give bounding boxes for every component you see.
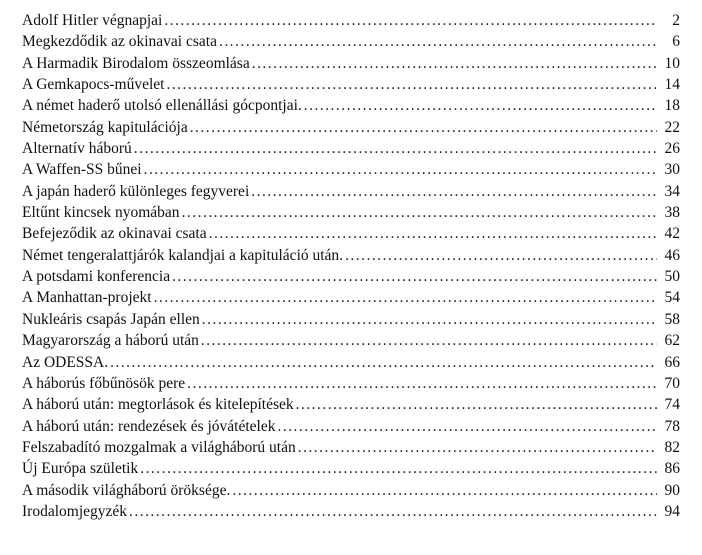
toc-dot-leader	[304, 95, 657, 116]
toc-entry-title: A Gemkapocs-művelet	[22, 76, 165, 94]
toc-entry-page-number: 42	[664, 225, 680, 243]
toc-entry-page-number: 18	[664, 97, 680, 115]
toc-dot-leader	[296, 394, 657, 415]
toc-entry-page-number: 46	[664, 246, 680, 264]
toc-entry-title: A második világháború öröksége.	[22, 481, 231, 499]
toc-entry-page-number: 70	[664, 374, 680, 392]
toc-entry-page-number: 2	[672, 12, 680, 29]
toc-entry-page-number: 78	[664, 417, 680, 435]
toc-dot-leader	[187, 373, 657, 394]
toc-entry-title: Eltűnt kincsek nyomában	[22, 204, 180, 222]
toc-entry-title: Német tengeralattjárók kalandjai a kapituláció után.	[22, 246, 344, 264]
toc-entry-page-number: 94	[664, 502, 680, 520]
toc-entry-title: A Waffen-SS bűnei	[22, 161, 142, 179]
toc-entry	[22, 245, 680, 266]
toc-entry-title: Megkezdődik az okinavai csata	[22, 33, 217, 51]
toc-entry-page-number: 34	[664, 182, 680, 200]
toc-entry	[22, 181, 680, 202]
toc-entry	[22, 501, 680, 522]
toc-entry-page-number: 74	[664, 396, 680, 414]
toc-entry	[22, 138, 680, 159]
toc-entry-page-number: 26	[664, 140, 680, 158]
toc-entry-title: Befejeződik az okinavai csata	[22, 225, 207, 243]
toc-entry-title: A háborús főbűnösök pere	[22, 374, 186, 392]
toc-entry-title: A potsdami konferencia	[22, 268, 171, 286]
toc-entry-page-number: 38	[664, 204, 680, 222]
toc-entry-page-number: 30	[664, 161, 680, 179]
toc-entry	[22, 266, 680, 287]
toc-entry-title: Adolf Hitler végnapjai	[22, 12, 163, 29]
toc-entry	[22, 437, 680, 458]
toc-dot-leader	[140, 458, 657, 479]
toc-dot-leader	[345, 245, 657, 266]
toc-entry	[22, 458, 680, 479]
toc-entry-page-number: 50	[664, 268, 680, 286]
toc-entry-title: A japán haderő különleges fegyverei	[22, 182, 250, 200]
toc-dot-leader	[134, 138, 657, 159]
toc-entry	[22, 10, 680, 31]
toc-entry-title: A háború után: megtorlások és kitelepítések	[22, 396, 294, 414]
toc-dot-leader	[144, 159, 657, 180]
toc-entry-page-number: 14	[664, 76, 680, 94]
toc-entry	[22, 330, 680, 351]
toc-entry-page-number: 62	[664, 332, 680, 350]
toc-entry-page-number: 82	[664, 438, 680, 456]
toc-dot-leader	[252, 53, 657, 74]
toc-entry	[22, 202, 680, 223]
toc-entry	[22, 74, 680, 95]
toc-entry-title: Irodalomjegyzék	[22, 502, 128, 520]
toc-dot-leader	[278, 416, 658, 437]
toc-entry-page-number: 6	[672, 33, 680, 51]
toc-entry	[22, 159, 680, 180]
toc-entry-page-number: 22	[664, 118, 680, 136]
toc-dot-leader	[190, 117, 657, 138]
toc-entry-page-number: 10	[664, 54, 680, 72]
toc-entry-title: Felszabadító mozgalmak a világháború után	[22, 438, 296, 456]
toc-dot-leader	[201, 330, 657, 351]
toc-dot-leader	[219, 31, 657, 52]
toc-entry-title: Új Európa születik	[22, 460, 139, 478]
table-of-contents	[22, 10, 680, 522]
toc-entry-title: Németország kapitulációja	[22, 118, 188, 136]
toc-entry	[22, 117, 680, 138]
toc-dot-leader	[251, 181, 657, 202]
toc-entry	[22, 95, 680, 116]
toc-entry-title: A Manhattan-projekt	[22, 289, 152, 307]
toc-dot-leader	[154, 287, 657, 308]
toc-dot-leader	[209, 223, 657, 244]
toc-entry	[22, 223, 680, 244]
toc-entry-page-number: 66	[664, 353, 680, 371]
toc-entry	[22, 416, 680, 437]
toc-entry	[22, 480, 680, 501]
toc-entry	[22, 394, 680, 415]
toc-entry	[22, 31, 680, 52]
toc-entry	[22, 53, 680, 74]
toc-entry-page-number: 86	[664, 460, 680, 478]
toc-dot-leader	[182, 202, 657, 223]
toc-dot-leader	[110, 352, 657, 373]
toc-dot-leader	[129, 501, 657, 522]
toc-dot-leader	[232, 480, 657, 501]
toc-entry-title: Alternatív háború	[22, 140, 132, 158]
toc-dot-leader	[298, 437, 657, 458]
toc-entry-title: Nukleáris csapás Japán ellen	[22, 310, 200, 328]
toc-dot-leader	[164, 10, 657, 31]
toc-entry-title: Magyarország a háború után	[22, 332, 199, 350]
toc-entry-title: A Harmadik Birodalom összeomlása	[22, 54, 250, 72]
toc-entry-title: A háború után: rendezések és jóvátételek	[22, 417, 276, 435]
toc-dot-leader	[202, 309, 657, 330]
toc-entry	[22, 352, 680, 373]
toc-entry-page-number: 54	[664, 289, 680, 307]
toc-entry	[22, 373, 680, 394]
toc-entry-title: Az ODESSA.	[22, 353, 109, 371]
toc-entry	[22, 309, 680, 330]
toc-entry	[22, 287, 680, 308]
toc-entry-page-number: 58	[664, 310, 680, 328]
toc-dot-leader	[166, 74, 657, 95]
toc-entry-title: A német haderő utolsó ellenállási gócpontjai.	[22, 97, 302, 115]
toc-dot-leader	[172, 266, 657, 287]
toc-entry-page-number: 90	[664, 481, 680, 499]
